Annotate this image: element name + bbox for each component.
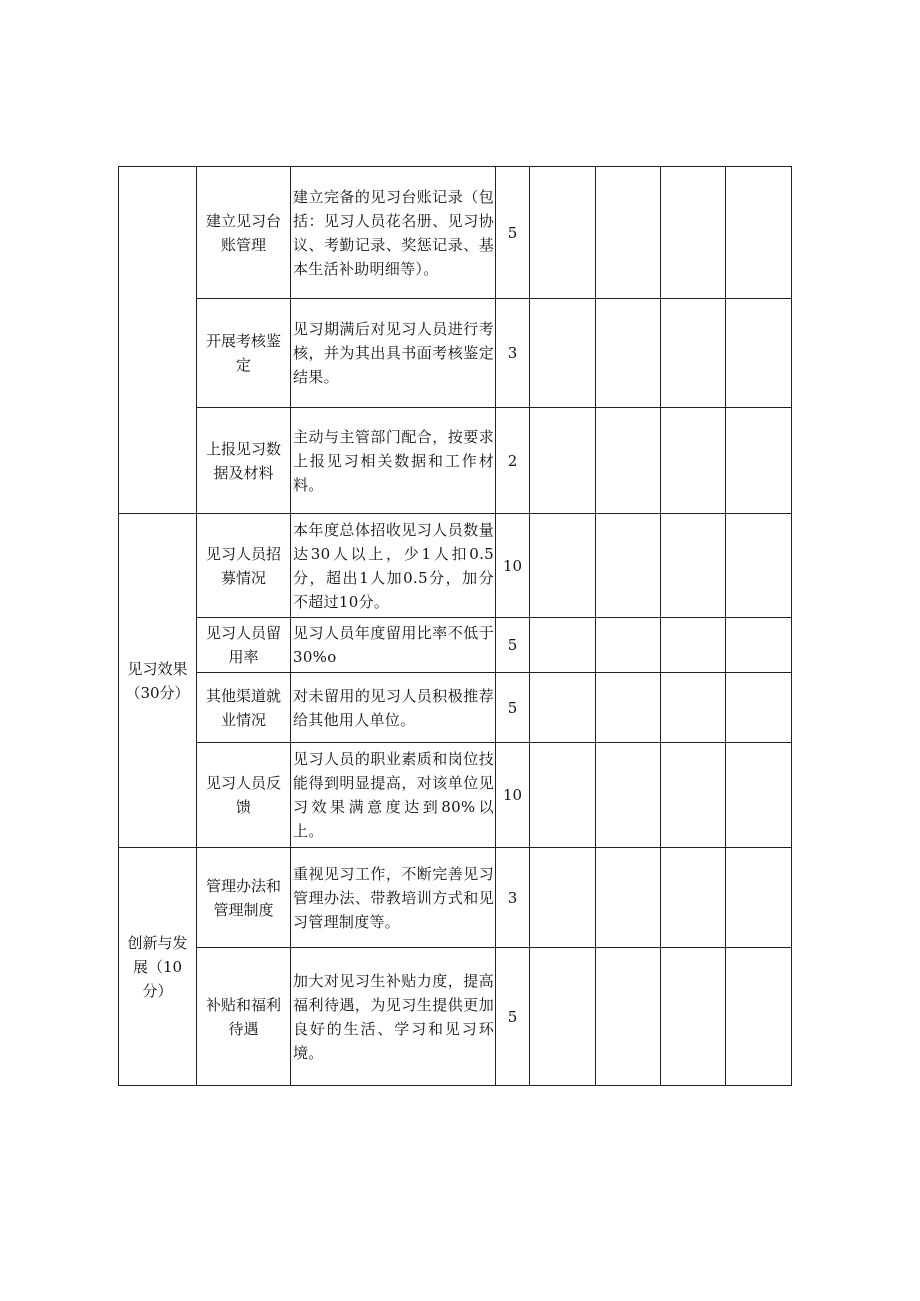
blank-cell [661,948,726,1086]
item-cell [197,408,291,514]
blank-cell [726,408,792,514]
score-cell: 2 [496,408,530,514]
item-cell [197,743,291,848]
item-label: 据及材料 [213,463,274,482]
item-cell [197,618,291,673]
score-cell: 10 [496,514,530,618]
item-cell [197,673,291,743]
blank-cell [530,948,596,1086]
score-cell: 3 [496,848,530,948]
category-cell [119,514,197,848]
blank-cell [596,408,661,514]
table-row [119,299,792,408]
score-cell: 3 [496,299,530,408]
blank-cell [726,848,792,948]
blank-cell [661,299,726,408]
table-row [119,848,792,948]
blank-cell [726,299,792,408]
table-row [119,167,792,299]
blank-cell [661,618,726,673]
blank-cell [530,848,596,948]
item-label: 募情况 [220,568,266,587]
description-cell: 对未留用的见习人员积极推荐给其他用人单位。 [291,673,496,743]
blank-cell [596,743,661,848]
blank-cell [596,673,661,743]
item-label: 馈 [235,798,251,816]
category-cell [119,848,197,1086]
item-label: 账管理 [220,235,266,254]
evaluation-table [118,166,792,1086]
category-label: 创新与发 [127,933,188,952]
item-label: 待遇 [228,1019,259,1038]
blank-cell [726,514,792,618]
item-label: 管理办法和 [205,876,281,895]
description-cell: 加大对见习生补贴力度，提高福利待遇，为见习生提供更加良好的生活、学习和见习环境。 [291,948,496,1086]
score-cell: 5 [496,673,530,743]
description-cell: 见习人员的职业素质和岗位技能得到明显提高，对该单位见习效果满意度达到80%以上。 [291,743,496,848]
blank-cell [661,673,726,743]
category-cell [119,167,197,514]
blank-cell [530,167,596,299]
table-row [119,673,792,743]
score-cell: 5 [496,618,530,673]
blank-cell [530,299,596,408]
blank-cell [661,408,726,514]
item-label: 见习人员反 [205,774,281,792]
item-label: 用率 [228,648,259,666]
blank-cell [726,167,792,299]
score-cell: 5 [496,948,530,1086]
table-row [119,743,792,848]
table-row [119,514,792,618]
blank-cell [726,618,792,673]
item-cell [197,299,291,408]
description-cell: 见习人员年度留用比率不低于30%o [291,618,496,673]
score-cell: 10 [496,743,530,848]
table-row [119,618,792,673]
blank-cell [530,673,596,743]
item-label: 管理制度 [213,900,274,919]
item-cell [197,948,291,1086]
item-cell [197,848,291,948]
description-cell: 见习期满后对见习人员进行考核，并为其出具书面考核鉴定结果。 [291,299,496,408]
blank-cell [596,948,661,1086]
blank-cell [530,514,596,618]
blank-cell [726,673,792,743]
item-label: 见习人员招 [205,544,281,563]
item-label: 开展考核鉴 [205,332,281,350]
description-cell: 本年度总体招收见习人员数量达30人以上，少1人扣0.5分，超出1人加0.5分，加分不超过10分。 [291,514,496,618]
category-label: （30分） [125,683,190,702]
blank-cell [596,848,661,948]
blank-cell [530,618,596,673]
item-label: 业情况 [220,710,266,729]
item-label: 上报见习数 [205,439,281,458]
item-label: 补贴和福利 [205,995,281,1014]
blank-cell [661,743,726,848]
description-cell: 主动与主管部门配合，按要求上报见习相关数据和工作材料。 [291,408,496,514]
blank-cell [661,167,726,299]
blank-cell [596,167,661,299]
blank-cell [596,514,661,618]
item-label: 定 [235,356,251,374]
score-cell: 5 [496,167,530,299]
item-label: 见习人员留 [205,624,281,642]
item-cell [197,167,291,299]
blank-cell [530,408,596,514]
blank-cell [596,299,661,408]
blank-cell [596,618,661,673]
blank-cell [661,848,726,948]
item-cell [197,514,291,618]
blank-cell [530,743,596,848]
table-row [119,948,792,1086]
item-label: 其他渠道就 [205,686,281,705]
category-label: 分） [142,981,173,1000]
category-label: 展（10 [132,957,183,976]
blank-cell [726,948,792,1086]
table-row [119,408,792,514]
blank-cell [661,514,726,618]
category-label: 见习效果 [127,659,188,678]
item-label: 建立见习台 [205,211,281,230]
blank-cell [726,743,792,848]
description-cell: 重视见习工作，不断完善见习管理办法、带教培训方式和见习管理制度等。 [291,848,496,948]
description-cell: 建立完备的见习台账记录（包括：见习人员花名册、见习协议、考勤记录、奖惩记录、基本生活补助明细等）。 [291,167,496,299]
